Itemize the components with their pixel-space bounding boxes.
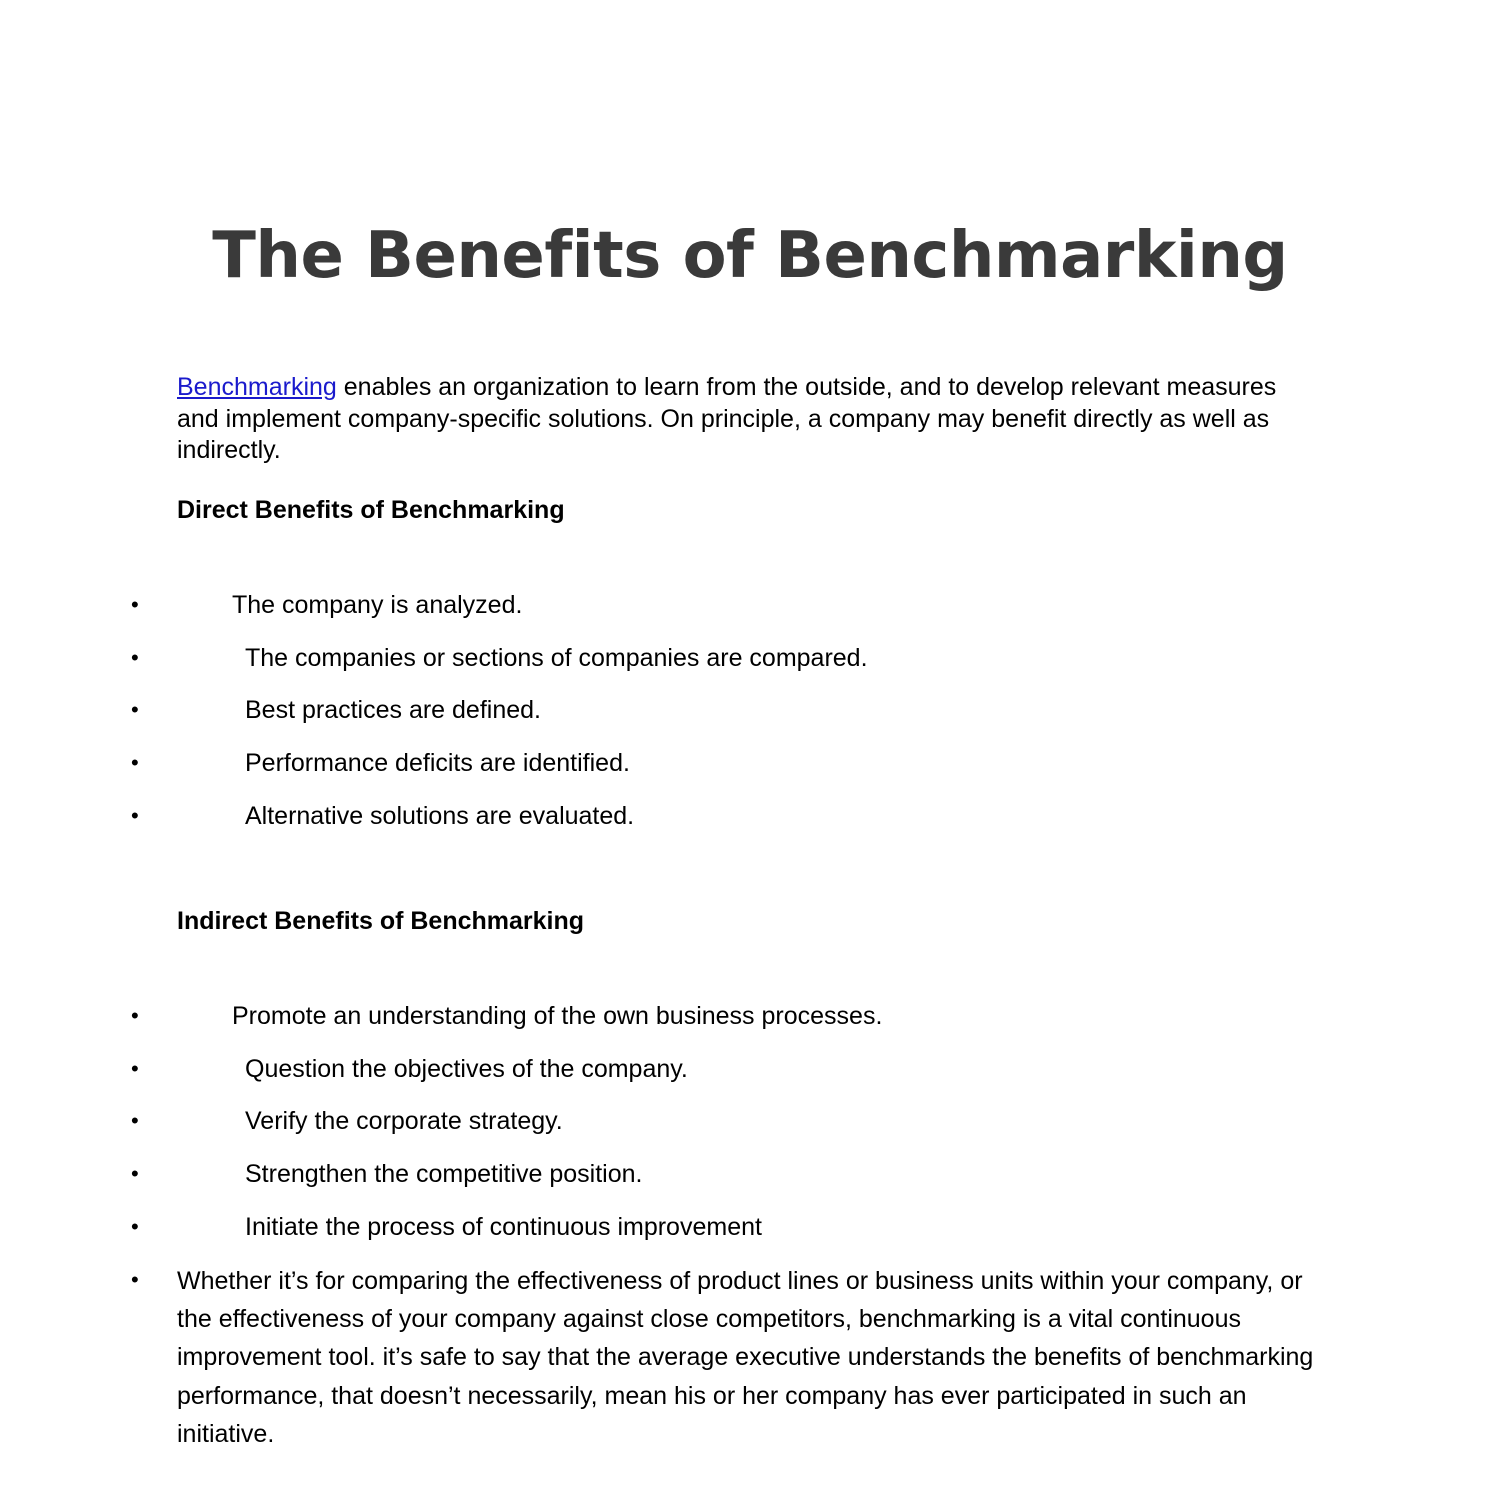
bullet-icon: • bbox=[131, 1003, 139, 1028]
list-item bbox=[0, 1000, 1500, 1032]
closing-paragraph: Whether it’s for comparing the effectiveness of product lines or business units within your company, or the effectiveness of your company against close competitors, benchmarking is a vital continuous improvement tool. it’s safe to say that the average executive understands the benefits of benchmarking performance, that doesn’t necessarily, mean his or her company has ever participated in such an initiative. bbox=[177, 1267, 1314, 1448]
bullet-icon: • bbox=[131, 1056, 139, 1081]
bullet-icon: • bbox=[131, 1267, 139, 1292]
list-item-text: Verify the corporate strategy. bbox=[245, 1107, 563, 1135]
bullet-icon: • bbox=[131, 645, 139, 670]
list-item-text: Alternative solutions are evaluated. bbox=[245, 802, 635, 830]
list-item bbox=[0, 800, 1500, 832]
indirect-benefits-heading: Indirect Benefits of Benchmarking bbox=[177, 907, 585, 935]
intro-text: enables an organization to learn from the outside, and to develop relevant measures and implement company-specific solutions. On principle, a company may benefit directly as well as indirectly. bbox=[177, 373, 1277, 464]
list-item bbox=[0, 1053, 1500, 1085]
list-item-text: Best practices are defined. bbox=[245, 696, 541, 724]
list-item-text: Performance deficits are identified. bbox=[245, 749, 630, 777]
list-item-text: Question the objectives of the company. bbox=[245, 1055, 688, 1083]
list-item bbox=[0, 1158, 1500, 1190]
list-item-text: The companies or sections of companies are compared. bbox=[245, 644, 868, 672]
bullet-icon: • bbox=[131, 592, 139, 617]
list-item-text: Strengthen the competitive position. bbox=[245, 1160, 643, 1188]
list-item bbox=[0, 589, 1500, 621]
bullet-icon: • bbox=[131, 750, 139, 775]
list-item bbox=[0, 747, 1500, 779]
direct-benefits-heading: Direct Benefits of Benchmarking bbox=[177, 496, 565, 524]
intro-paragraph bbox=[177, 372, 1317, 467]
list-item bbox=[0, 694, 1500, 726]
list-item bbox=[0, 1105, 1500, 1137]
bullet-icon: • bbox=[131, 803, 139, 828]
bullet-icon: • bbox=[131, 697, 139, 722]
list-item-text: The company is analyzed. bbox=[232, 591, 523, 619]
bullet-icon: • bbox=[131, 1108, 139, 1133]
page-title: The Benefits of Benchmarking bbox=[212, 219, 1288, 293]
list-item bbox=[0, 642, 1500, 674]
list-item bbox=[0, 1211, 1500, 1243]
list-item-text: Initiate the process of continuous improvement bbox=[245, 1213, 762, 1241]
bullet-icon: • bbox=[131, 1214, 139, 1239]
benchmarking-link[interactable]: Benchmarking bbox=[177, 373, 337, 401]
list-item-text: Promote an understanding of the own business processes. bbox=[232, 1002, 883, 1030]
bullet-icon: • bbox=[131, 1161, 139, 1186]
